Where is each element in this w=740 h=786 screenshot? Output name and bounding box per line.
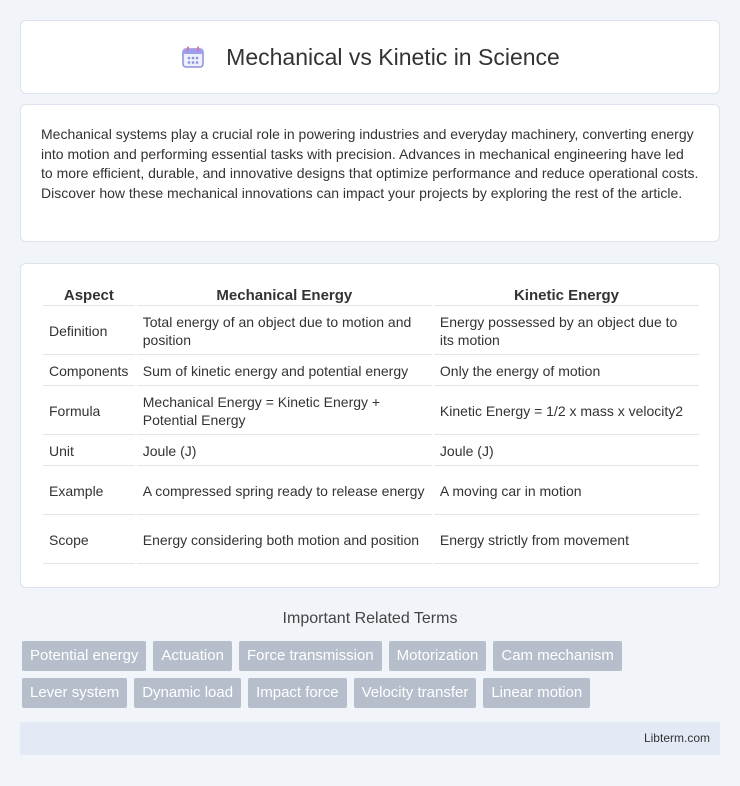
cell-mechanical: Sum of kinetic energy and potential energy	[137, 357, 432, 386]
tag-impact-force[interactable]: Impact force	[248, 678, 347, 708]
intro-text: Mechanical systems play a crucial role in powering industries and everyday machinery, converting energy into motion and performing essential tasks with precision. Advances in mechanical engineering have led to more efficient, durable, and innovative designs that optimize performance and reduce operational costs. Discover how these mechanical innovations can impact your projects by exploring the rest of the article.	[41, 126, 699, 201]
cell-aspect: Example	[43, 468, 135, 515]
cell-mechanical: Energy considering both motion and position	[137, 517, 432, 564]
tag-motorization[interactable]: Motorization	[389, 641, 487, 671]
intro-card	[20, 104, 720, 242]
cell-aspect: Components	[43, 357, 135, 386]
related-terms-tags	[22, 641, 722, 715]
tag-row	[22, 678, 722, 708]
tag-lever-system[interactable]: Lever system	[22, 678, 127, 708]
tag-force-transmission[interactable]: Force transmission	[239, 641, 382, 671]
cell-mechanical: A compressed spring ready to release energy	[137, 468, 432, 515]
cell-kinetic: Kinetic Energy = 1/2 x mass x velocity2	[434, 388, 699, 435]
cell-kinetic: Only the energy of motion	[434, 357, 699, 386]
comparison-table-card	[20, 263, 720, 588]
table-row	[43, 517, 699, 564]
cell-kinetic: Energy strictly from movement	[434, 517, 699, 564]
table-header-row	[43, 286, 699, 306]
header-aspect: Aspect	[43, 286, 135, 306]
table-row	[43, 437, 699, 466]
header-kinetic: Kinetic Energy	[434, 286, 699, 306]
tag-row	[22, 641, 722, 671]
tag-cam-mechanism[interactable]: Cam mechanism	[493, 641, 622, 671]
table-row	[43, 468, 699, 515]
cell-kinetic: Joule (J)	[434, 437, 699, 466]
tag-linear-motion[interactable]: Linear motion	[483, 678, 590, 708]
tag-potential-energy[interactable]: Potential energy	[22, 641, 146, 671]
cell-mechanical: Total energy of an object due to motion and position	[137, 308, 432, 355]
cell-mechanical: Mechanical Energy = Kinetic Energy + Potential Energy	[137, 388, 432, 435]
cell-mechanical: Joule (J)	[137, 437, 432, 466]
page-title: Mechanical vs Kinetic in Science	[226, 43, 560, 70]
cell-aspect: Unit	[43, 437, 135, 466]
related-terms-title: Important Related Terms	[282, 610, 458, 627]
cell-aspect: Definition	[43, 308, 135, 355]
header-card	[20, 20, 720, 94]
tag-actuation[interactable]: Actuation	[153, 641, 232, 671]
calendar-icon	[180, 44, 206, 70]
table-row	[43, 388, 699, 435]
cell-kinetic: Energy possessed by an object due to its motion	[434, 308, 699, 355]
comparison-table	[41, 284, 701, 566]
table-row	[43, 308, 699, 355]
table-row	[43, 357, 699, 386]
tag-velocity-transfer[interactable]: Velocity transfer	[354, 678, 477, 708]
cell-aspect: Formula	[43, 388, 135, 435]
cell-kinetic: A moving car in motion	[434, 468, 699, 515]
footer	[20, 722, 720, 755]
footer-site-link[interactable]: Libterm.com	[643, 731, 710, 745]
tag-dynamic-load[interactable]: Dynamic load	[134, 678, 241, 708]
header-mechanical: Mechanical Energy	[137, 286, 432, 306]
cell-aspect: Scope	[43, 517, 135, 564]
